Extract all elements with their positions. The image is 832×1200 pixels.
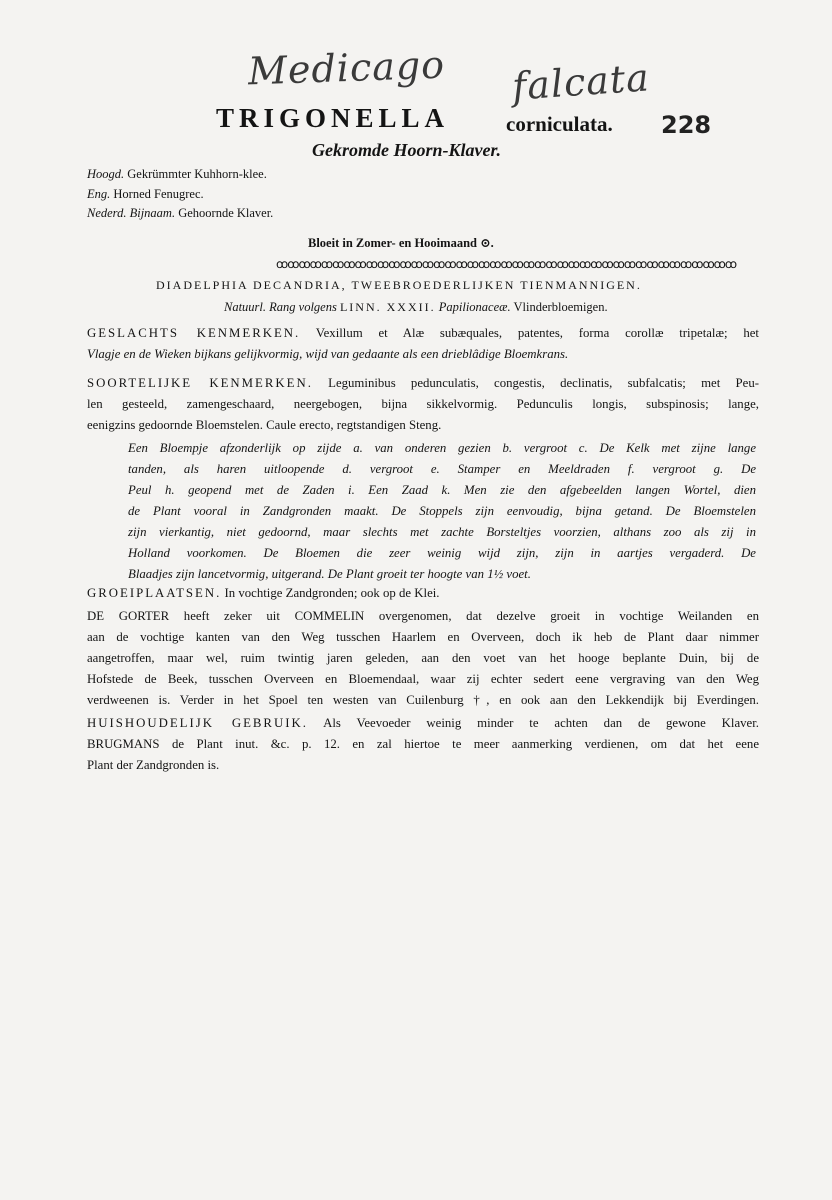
household-use-line: Plant der Zandgronden is.: [87, 758, 220, 772]
vernacular-value: Horned Fenugrec.: [113, 187, 204, 201]
household-use-label: HUISHOUDELIJK GEBRUIK.: [87, 716, 308, 730]
gorter-line: Hofstede de Beek, tusschen Overveen en Bloemendaal, waar zij echter sedert eene vergraving van den Weg: [87, 672, 759, 686]
vernacular-label: Nederd. Bijnaam.: [87, 206, 176, 220]
classification: DIADELPHIA DECANDRIA, TWEEBROEDERLIJKEN TIENMANNIGEN.: [156, 278, 642, 292]
species-characteristics-line: len gesteeld, zamengeschaard, neergebogen, bijna sikkelvormig. Pedunculis longis, subspinosis; lange,: [87, 397, 759, 411]
gorter-line: aan de vochtige kanten van den Weg tusschen Haarlem en Overveen, doch ik heb de Plant daar nimmer: [87, 630, 759, 644]
title-genus: TRIGONELLA: [216, 103, 450, 133]
rank-prefix: Natuurl. Rang volgens: [224, 300, 337, 314]
plate-description-line: Peul h. geopend met de Zaden i. Een Zaad k. Men zie den afgebeelden langen Wortel, dien: [128, 483, 756, 497]
plate-description-line: zijn vierkantig, niet gedoornd, maar slechts met zachte Borsteltjes voorzien, althans zoo als zij in: [128, 525, 756, 539]
gorter-line: aangetroffen, maar wel, ruim twintig jaren geleden, aan den voet van het hooge beplante Duin, bij de: [87, 651, 759, 665]
vernacular-german: [87, 167, 267, 182]
genus-characteristics-label: GESLACHTS KENMERKEN.: [87, 326, 301, 340]
household-use-text: Als Veevoeder weinig minder te achten dan de gewone Klaver.: [323, 716, 759, 730]
plate-description-line: Holland voorkomen. De Bloemen die zeer weinig wijd zijn, zijn in aartjes vergaderd. De: [128, 546, 756, 560]
vernacular-english: [87, 187, 204, 202]
plate-description-line: tanden, als haren uitloopende d. vergroot e. Stamper en Meeldraden f. vergroot g. De: [128, 462, 756, 476]
genus-characteristics-line: [87, 323, 759, 344]
growing-places: [87, 583, 759, 604]
page-number: 228: [661, 111, 712, 139]
species-characteristics-line: [87, 373, 759, 394]
household-use-line: [87, 713, 759, 734]
vernacular-label: Eng.: [87, 187, 111, 201]
species-characteristics-text: Leguminibus pedunculatis, congestis, declinatis, subfalcatis; met Peu-: [328, 376, 759, 390]
rank-linn: LINN. XXXII.: [339, 300, 436, 314]
handwritten-species: falcata: [510, 55, 652, 109]
genus-characteristics-line: Vlagje en de Wieken bijkans gelijkvormig, wijd van gedaante als een drieblâdige Bloemkrans.: [87, 347, 569, 361]
plate-description-line: Blaadjes zijn lancetvormig, uitgerand. De Plant groeit ter hoogte van 1½ voet.: [128, 567, 531, 581]
vernacular-dutch: [87, 206, 273, 221]
growing-places-label: GROEIPLAATSEN.: [87, 586, 222, 600]
plate-description-line: de Plant vooral in Zandgronden maakt. De Stoppels zijn eenvoudig, bijna getand. De Bloemstelen: [128, 504, 756, 518]
plate-description-line: Een Bloempje afzonderlijk op zijde a. van onderen gezien b. vergroot c. De Kelk met zijne lange: [128, 441, 756, 455]
rank-family: Papilionaceæ.: [438, 300, 511, 314]
species-characteristics-label: SOORTELIJKE KENMERKEN.: [87, 376, 313, 390]
natural-rank: [224, 300, 608, 315]
growing-places-text: In vochtige Zandgronden; ook op de Klei.: [224, 586, 440, 600]
title-species: corniculata.: [506, 112, 613, 136]
vernacular-value: Gehoornde Klaver.: [178, 206, 274, 220]
ornament-rule: ꝏꝏꝏꝏꝏꝏꝏꝏꝏꝏꝏꝏꝏꝏꝏꝏꝏꝏꝏꝏꝏꝏꝏꝏꝏꝏꝏꝏꝏꝏꝏꝏꝏꝏꝏꝏꝏꝏꝏꝏꝏ: [276, 257, 737, 271]
common-name: Gekromde Hoorn-Klaver.: [312, 140, 501, 160]
handwritten-genus: Medicago: [247, 42, 446, 94]
rank-dutch: Vlinderbloemigen.: [513, 300, 608, 314]
flowering-period: Bloeit in Zomer- en Hooimaand ⊙.: [308, 236, 494, 250]
household-use-line: BRUGMANS de Plant inut. &c. p. 12. en zal hiertoe te meer aanmerking verdienen, om dat het eene: [87, 737, 759, 751]
gorter-line: verdweenen is. Verder in het Spoel ten westen van Cuilenburg †, en ook aan den Lekkendijk bij Everdingen.: [87, 693, 759, 707]
species-characteristics-line: eenigzins gedoornde Bloemstelen. Caule erecto, regtstandigen Steng.: [87, 418, 442, 432]
genus-characteristics-text: Vexillum et Alæ subæquales, patentes, forma corollæ tripetalæ; het: [315, 326, 759, 340]
gorter-line: DE GORTER heeft zeker uit COMMELIN overgenomen, dat dezelve groeit in vochtige Weilanden en: [87, 609, 759, 623]
vernacular-label: Hoogd.: [87, 167, 125, 181]
vernacular-value: Gekrümmter Kuhhorn-klee.: [127, 167, 267, 181]
